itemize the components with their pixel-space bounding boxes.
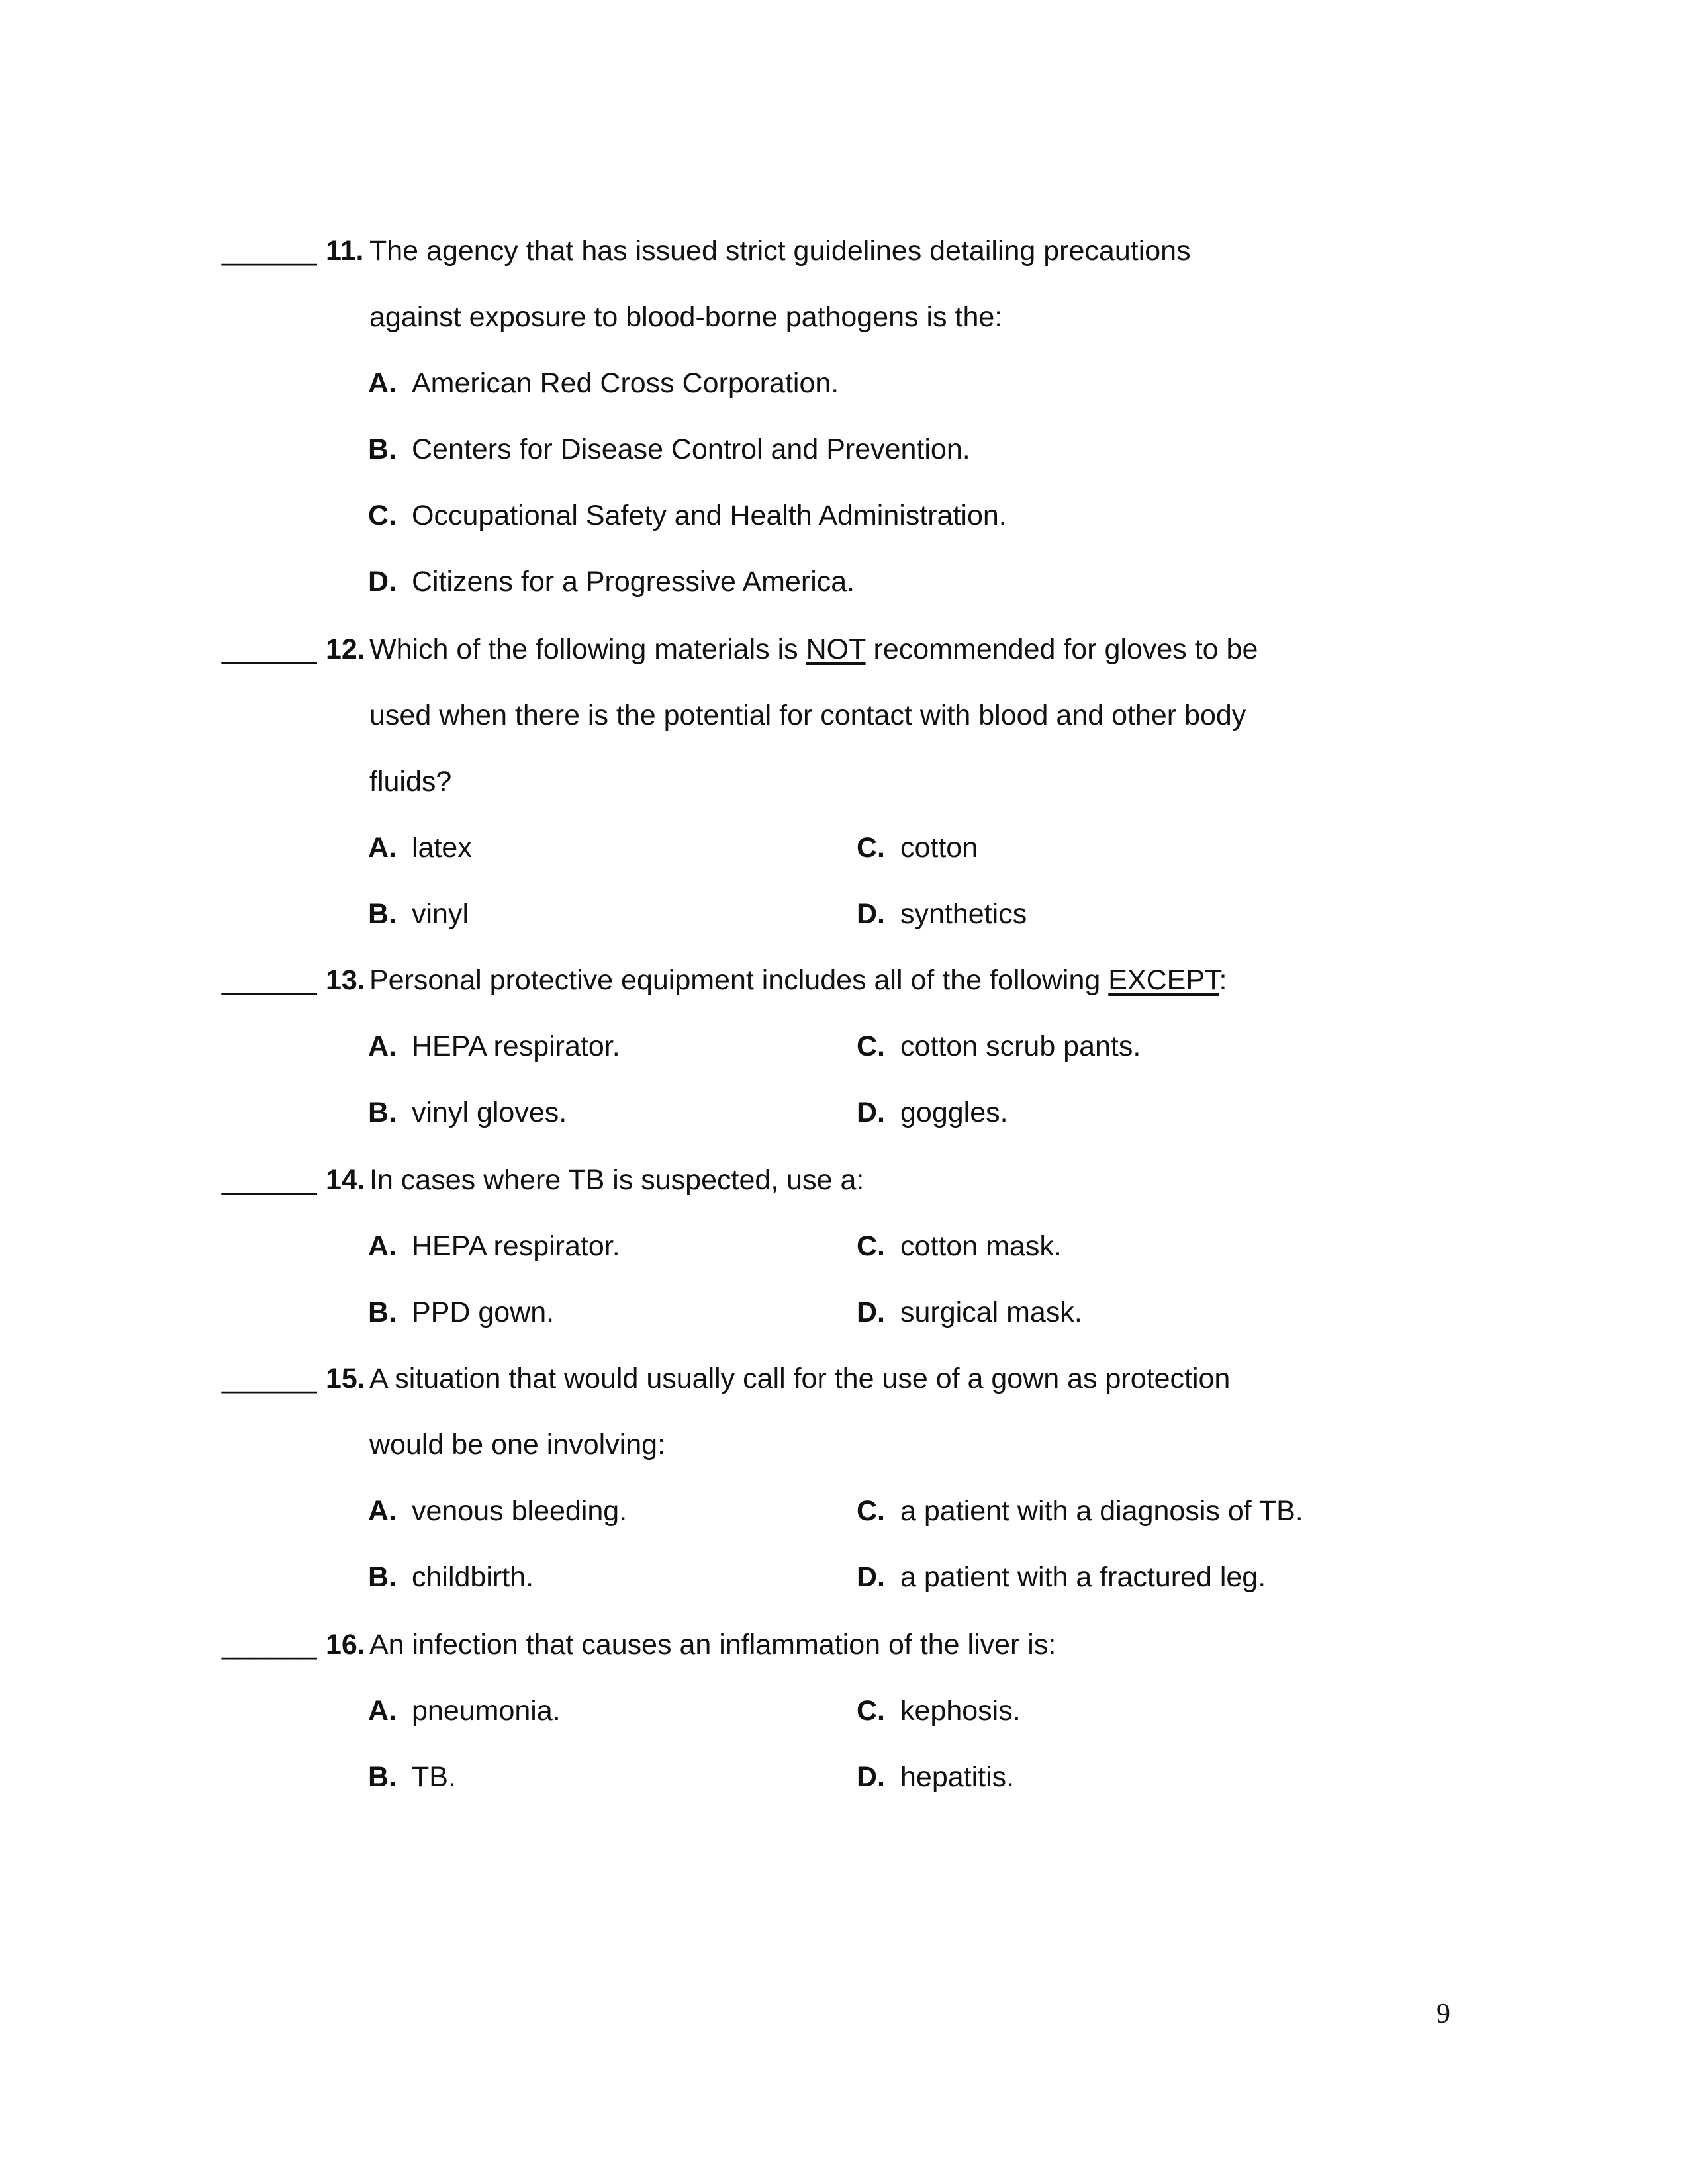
option-d: [857, 1763, 1014, 1792]
option-text: kephosis.: [900, 1695, 1021, 1727]
option-text: latex: [412, 832, 472, 864]
option-letter: B.: [368, 1761, 397, 1793]
option-a: [368, 369, 839, 398]
option-b: [368, 900, 469, 929]
option-letter: C.: [857, 832, 885, 864]
stem-text: :: [1219, 964, 1227, 996]
option-text: Citizens for a Progressive America.: [412, 566, 855, 598]
question-number: 12.: [326, 633, 365, 665]
option-text: a patient with a diagnosis of TB.: [900, 1495, 1303, 1527]
question-number: 15.: [326, 1363, 365, 1394]
page-number: 9: [1436, 1999, 1450, 2029]
option-b: [368, 1298, 554, 1327]
option-c: [857, 1232, 1062, 1261]
option-text: HEPA respirator.: [412, 1230, 620, 1262]
option-letter: A.: [368, 1030, 397, 1062]
question-stem: fluids?: [369, 766, 452, 797]
option-c: [857, 834, 978, 862]
option-text: childbirth.: [412, 1561, 534, 1593]
option-text: TB.: [412, 1761, 456, 1793]
option-letter: C.: [857, 1695, 885, 1727]
option-text: surgical mask.: [900, 1297, 1082, 1328]
option-a: [368, 1497, 627, 1525]
stem-text: Personal protective equipment includes all of the following: [369, 964, 1109, 996]
option-text: cotton scrub pants.: [900, 1030, 1141, 1062]
option-text: HEPA respirator.: [412, 1030, 620, 1062]
option-letter: C.: [857, 1030, 885, 1062]
option-letter: D.: [857, 1761, 885, 1793]
option-d: [857, 1563, 1266, 1592]
answer-blank[interactable]: ______: [222, 235, 317, 267]
option-text: cotton mask.: [900, 1230, 1062, 1262]
stem-emphasis: EXCEPT: [1108, 964, 1219, 996]
option-letter: B.: [368, 1561, 397, 1593]
option-letter: D.: [857, 1097, 885, 1128]
option-d: [368, 568, 855, 596]
stem-emphasis: NOT: [806, 633, 866, 665]
option-d: [857, 900, 1027, 929]
question-number: 14.: [326, 1164, 365, 1196]
option-letter: A.: [368, 367, 397, 399]
option-letter: A.: [368, 1230, 397, 1262]
option-letter: D.: [857, 1297, 885, 1328]
option-text: Centers for Disease Control and Prevention.: [412, 433, 970, 465]
option-text: venous bleeding.: [412, 1495, 628, 1527]
answer-blank[interactable]: ______: [222, 633, 317, 665]
option-text: hepatitis.: [900, 1761, 1015, 1793]
question-stem: A situation that would usually call for the use of a gown as protection: [369, 1363, 1231, 1394]
question-stem: against exposure to blood-borne pathogens is the:: [369, 301, 1003, 333]
option-c: [368, 502, 1007, 530]
option-c: [857, 1497, 1303, 1525]
option-b: [368, 435, 970, 464]
option-letter: C.: [857, 1495, 885, 1527]
option-letter: D.: [368, 566, 397, 598]
answer-blank[interactable]: ______: [222, 964, 317, 996]
option-letter: C.: [368, 500, 397, 531]
question-stem: An infection that causes an inflammation of the liver is:: [369, 1629, 1056, 1661]
option-letter: A.: [368, 1495, 397, 1527]
option-d: [857, 1099, 1008, 1127]
option-text: cotton: [900, 832, 978, 864]
stem-text: Which of the following materials is: [369, 633, 806, 665]
question-stem: The agency that has issued strict guidelines detailing precautions: [369, 235, 1191, 267]
option-text: American Red Cross Corporation.: [412, 367, 839, 399]
option-text: vinyl: [412, 898, 469, 930]
option-a: [368, 1697, 561, 1725]
stem-text: recommended for gloves to be: [865, 633, 1258, 665]
option-a: [368, 1032, 620, 1061]
question-stem: would be one involving:: [369, 1429, 666, 1461]
option-text: PPD gown.: [412, 1297, 555, 1328]
option-letter: A.: [368, 1695, 397, 1727]
question-stem: In cases where TB is suspected, use a:: [369, 1164, 865, 1196]
question-stem: [369, 966, 1227, 995]
option-text: vinyl gloves.: [412, 1097, 567, 1128]
question-stem: [369, 635, 1258, 664]
option-b: [368, 1563, 534, 1592]
answer-blank[interactable]: ______: [222, 1629, 317, 1661]
option-letter: B.: [368, 433, 397, 465]
option-letter: D.: [857, 1561, 885, 1593]
option-a: [368, 1232, 620, 1261]
option-letter: A.: [368, 832, 397, 864]
question-number: 11.: [326, 235, 364, 267]
option-letter: B.: [368, 898, 397, 930]
option-letter: C.: [857, 1230, 885, 1262]
option-c: [857, 1032, 1141, 1061]
option-letter: B.: [368, 1297, 397, 1328]
option-text: a patient with a fractured leg.: [900, 1561, 1266, 1593]
question-stem: used when there is the potential for contact with blood and other body: [369, 700, 1246, 731]
answer-blank[interactable]: ______: [222, 1363, 317, 1394]
question-number: 13.: [326, 964, 365, 996]
option-text: synthetics: [900, 898, 1027, 930]
option-text: goggles.: [900, 1097, 1008, 1128]
option-letter: D.: [857, 898, 885, 930]
option-text: Occupational Safety and Health Administration.: [412, 500, 1007, 531]
option-b: [368, 1099, 567, 1127]
option-letter: B.: [368, 1097, 397, 1128]
option-a: [368, 834, 472, 862]
option-d: [857, 1298, 1082, 1327]
option-b: [368, 1763, 456, 1792]
answer-blank[interactable]: ______: [222, 1164, 317, 1196]
question-number: 16.: [326, 1629, 365, 1661]
option-c: [857, 1697, 1021, 1725]
option-text: pneumonia.: [412, 1695, 561, 1727]
